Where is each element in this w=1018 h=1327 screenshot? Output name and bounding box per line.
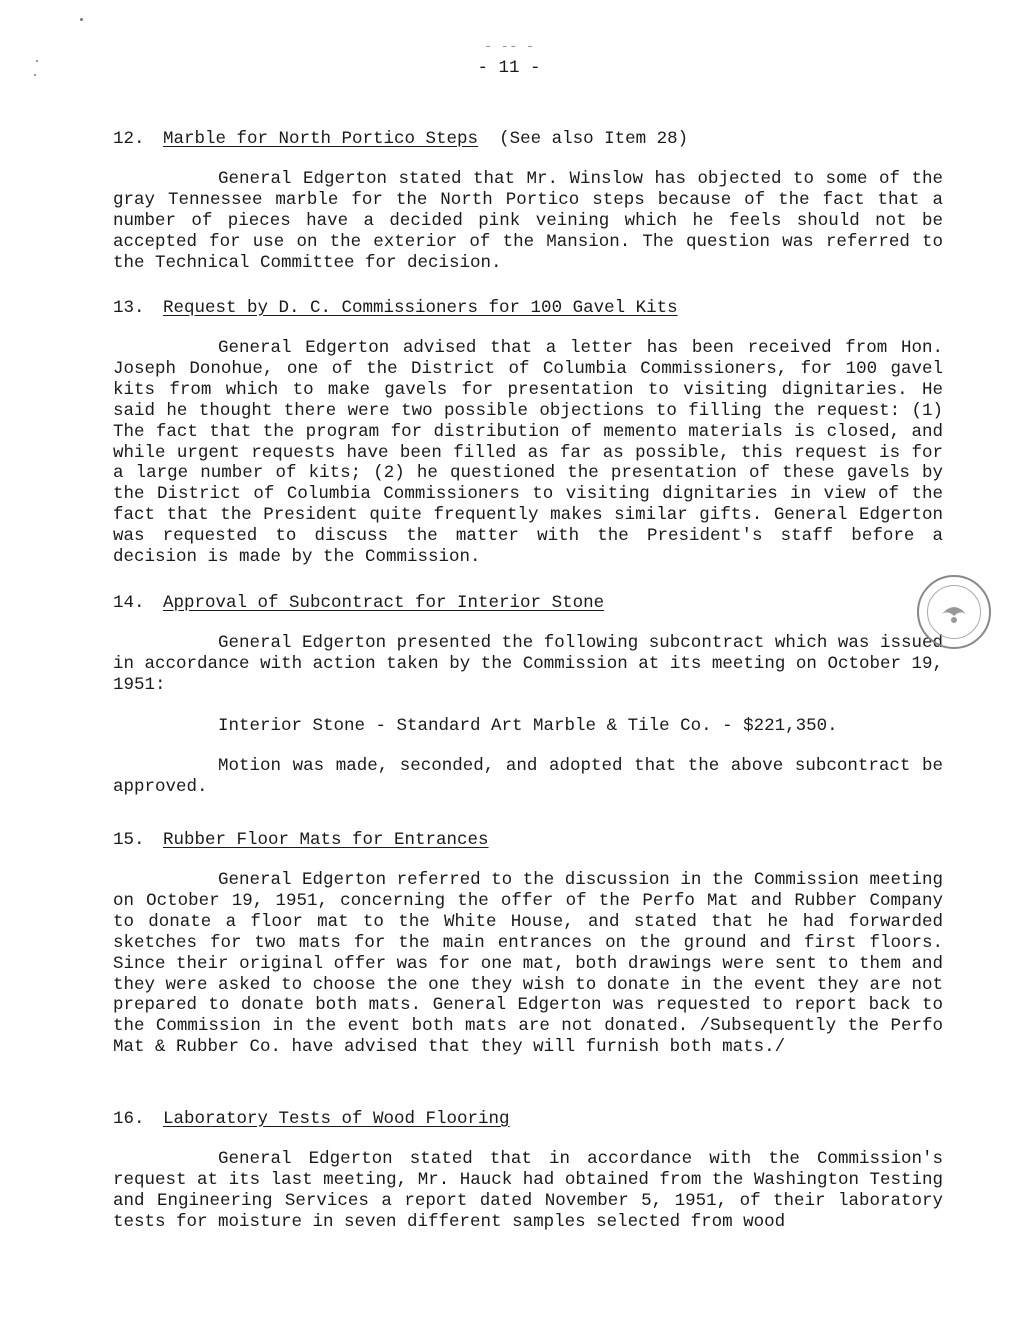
page-number: - 11 -: [477, 58, 541, 78]
section-paragraph: General Edgerton stated that in accordance with the Commission's request at its last meeting, Mr. Hauck had obtained from the Washington Testing and Engineering Services a report dated November 5, 1951, of their laboratory tests for moisture in seven different samples selected from wood: [113, 1149, 943, 1232]
section-number: 15.: [113, 830, 145, 850]
stamp-inner-ring: [927, 585, 981, 639]
section-15: [113, 829, 943, 1058]
section-number: 14.: [113, 593, 145, 613]
section-number: 16.: [113, 1109, 145, 1129]
section-title: Marble for North Portico Steps: [163, 129, 479, 149]
page-header: [0, 40, 1018, 82]
section-title: Rubber Floor Mats for Entrances: [163, 830, 489, 850]
contract-line: Interior Stone - Standard Art Marble & Tile Co. - $221,350.: [218, 715, 838, 736]
section-13: [113, 297, 943, 568]
section-paragraph: General Edgerton referred to the discussion in the Commission meeting on October 19, 1951, concerning the offer of the Perfo Mat and Rubber Company to donate a floor mat to the White House, and stated that he had forwarded sketches for two mats for the main entrances on the ground and first floors. Since their original offer was for one mat, both drawings were sent to them and they were asked to choose the one they wish to donate in the event they are not prepared to donate both mats. General Edgerton was requested to report back to the Commission in the event both mats are not donated. /Subsequently the Perfo Mat & Rubber Co. have advised that they will furnish both mats./: [113, 870, 943, 1058]
scan-speck: [34, 74, 36, 76]
section-closing: Motion was made, seconded, and adopted that the above subcontract be approved.: [113, 755, 943, 797]
section-paragraph: General Edgerton stated that Mr. Winslow has objected to some of the gray Tennessee marble for the North Portico steps because of the fact that a number of pieces have a decided pink veining which he feels should not be accepted for use on the exterior of the Mansion. The question was referred to the Technical Committee for decision.: [113, 169, 943, 273]
section-note: (See also Item 28): [499, 129, 689, 149]
scan-speck: [36, 60, 38, 62]
section-12: [113, 128, 943, 274]
faded-mark: - -- -: [483, 39, 535, 55]
section-paragraph: General Edgerton advised that a letter has been received from Hon. Joseph Donohue, one of the District of Columbia Commissioners, for 100 gavel kits from which to make gavels for presentation to visiting dignitaries. He said he thought there were two possible objections to filling the request: (1) The fact that the program for distribution of memento materials is closed, and while urgent requests have been filled as far as possible, this request is for a large number of kits; (2) he questioned the presentation of these gavels by the District of Columbia Commissioners to visiting dignitaries in view of the fact that the President quite frequently makes similar gifts. General Edgerton was requested to discuss the matter with the President's staff before a decision is made by the Commission.: [113, 338, 943, 568]
eagle-seal-icon: [934, 592, 974, 632]
section-title: Request by D. C. Commissioners for 100 Gavel Kits: [163, 298, 678, 318]
section-number: 13.: [113, 298, 145, 318]
section-14: [113, 592, 943, 798]
section-heading: [113, 128, 943, 150]
section-16: [113, 1108, 943, 1233]
scan-speck: [80, 18, 83, 21]
section-heading: [113, 1108, 943, 1130]
section-heading: [113, 297, 943, 319]
library-stamp-icon: [917, 575, 991, 649]
section-heading: [113, 829, 943, 851]
section-heading: [113, 592, 943, 614]
section-title: Laboratory Tests of Wood Flooring: [163, 1109, 510, 1129]
section-title: Approval of Subcontract for Interior Stone: [163, 593, 605, 613]
section-number: 12.: [113, 129, 145, 149]
section-paragraph: General Edgerton presented the following subcontract which was issued in accordance with action taken by the Commission at its meeting on October 19, 1951:: [113, 633, 943, 695]
